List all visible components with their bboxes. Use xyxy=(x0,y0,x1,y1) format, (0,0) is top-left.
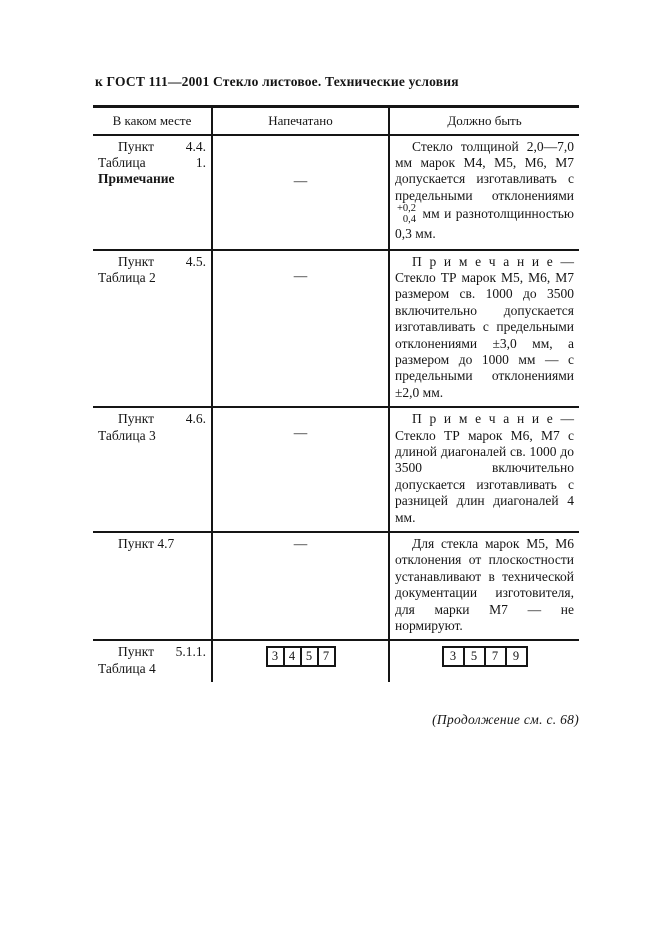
where-cell xyxy=(93,135,212,250)
tolerance-lower: 0,4 xyxy=(402,214,417,226)
should-be-text: Для стекла марок М5, М6 отклонения от плоскостности устанавливают в технической документации изготовителя, для марки М7 — не нормируют. xyxy=(395,536,574,634)
fragment-cell: 9 xyxy=(505,646,528,667)
col-header-should-be: Должно быть xyxy=(389,107,579,135)
should-be-text: П р и м е ч а н и е — Стекло ТР марок М5, М6, М7 размером св. 1000 до 3500 включительно допускается изготавливать с предельными отклонениями ±3,0 мм, а размером до 1000 мм — с предельными отклонениями ±2,0 мм. xyxy=(395,253,574,400)
should-be-text: Стекло толщиной 2,0—7,0 мм марок М4, М5, М6, М7 допускается изготавливать с предельными отклонениями +0,2 0,4 мм и разнотолщинностью 0,3 мм. xyxy=(395,138,574,242)
should-be-cell xyxy=(389,640,579,682)
table-row-punkt-5-1-1 xyxy=(93,640,579,682)
where-text: Пункт 4.7 xyxy=(118,536,175,551)
page-title: к ГОСТ 111—2001 Стекло листовое. Технические условия xyxy=(95,74,459,89)
printed-fragment-table xyxy=(266,646,336,667)
em-dash: — xyxy=(293,536,308,551)
where-cell xyxy=(93,640,212,682)
should-be-fragment-table xyxy=(442,646,528,667)
fragment-cell: 5 xyxy=(300,646,319,667)
errata-table xyxy=(93,105,579,682)
should-be-cell xyxy=(389,407,579,532)
where-cell xyxy=(93,250,212,408)
where-text: Пункт 4.6. Таблица 3 xyxy=(98,411,206,443)
table-row-punkt-4-7 xyxy=(93,532,579,640)
where-text: Пункт 4.4. Таблица 1. Примечание xyxy=(98,138,206,187)
where-text: Пункт 5.1.1. Таблица 4 xyxy=(98,644,206,676)
printed-cell xyxy=(212,407,389,532)
em-dash: — xyxy=(293,267,308,283)
printed-cell xyxy=(212,640,389,682)
table-row-punkt-4-6 xyxy=(93,407,579,532)
fragment-cell: 4 xyxy=(283,646,302,667)
should-be-cell xyxy=(389,135,579,250)
should-be-cell xyxy=(389,250,579,408)
em-dash: — xyxy=(293,425,308,441)
printed-cell xyxy=(212,532,389,640)
col-header-printed: Напечатано xyxy=(212,107,389,135)
table-row-punkt-4-5 xyxy=(93,250,579,408)
tolerance-stack xyxy=(395,203,418,225)
fragment-cell: 3 xyxy=(266,646,285,667)
fragment-cell: 5 xyxy=(463,646,486,667)
where-cell xyxy=(93,532,212,640)
printed-cell xyxy=(212,250,389,408)
table-row-punkt-4-4 xyxy=(93,135,579,250)
fragment-cell: 7 xyxy=(484,646,507,667)
where-cell xyxy=(93,407,212,532)
should-be-text: П р и м е ч а н и е — Стекло ТР марок М6, М7 с длиной диагоналей св. 1000 до 3500 включительно допускается изготавливать с разницей длин диагоналей 4 мм. xyxy=(395,411,574,525)
note-label: П р и м е ч а н и е — xyxy=(412,411,574,427)
col-header-where: В каком месте xyxy=(93,107,212,135)
where-text-bold: Примечание xyxy=(98,171,175,187)
fragment-cell: 7 xyxy=(317,646,336,667)
header-row xyxy=(93,107,579,135)
printed-cell xyxy=(212,135,389,250)
where-text: Пункт 4.5. Таблица 2 xyxy=(98,253,206,285)
should-be-cell xyxy=(389,532,579,640)
em-dash: — xyxy=(293,172,308,188)
tolerance-upper: +0,2 xyxy=(397,203,417,215)
note-label: П р и м е ч а н и е — xyxy=(412,253,574,269)
fragment-cell: 3 xyxy=(442,646,465,667)
continuation-note: (Продолжение см. с. 68) xyxy=(432,712,579,727)
